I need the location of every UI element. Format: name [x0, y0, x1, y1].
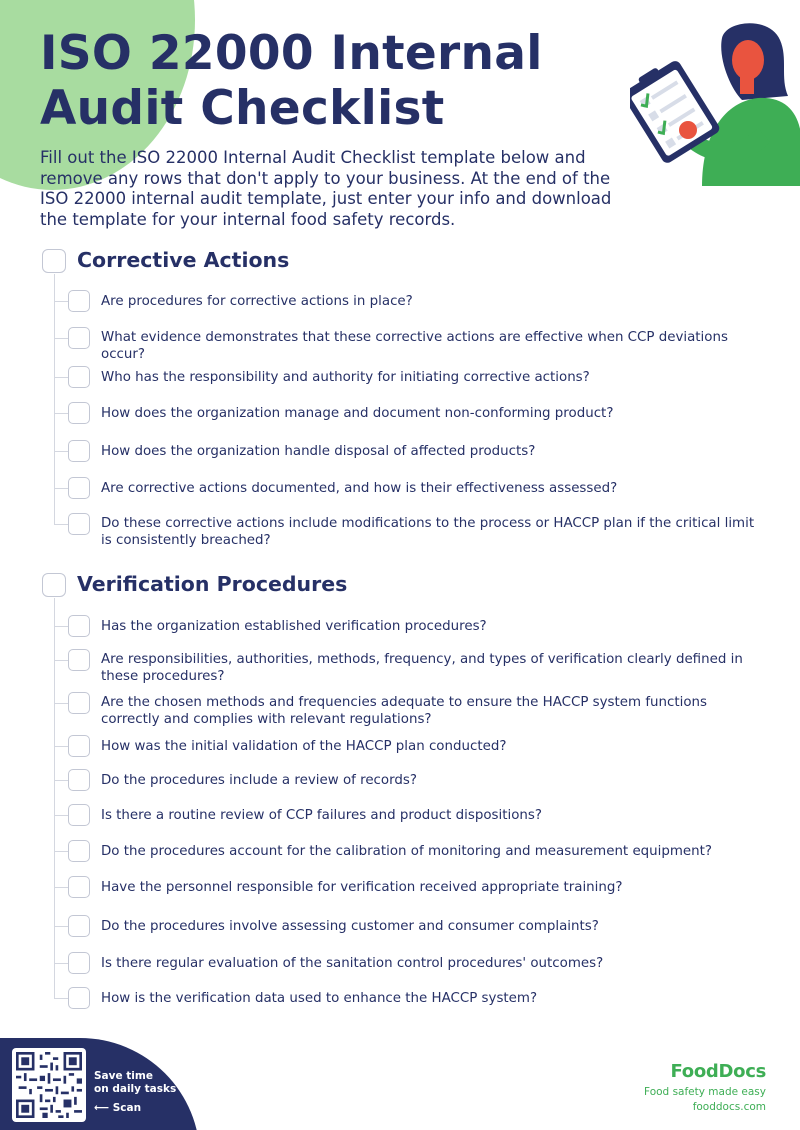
woman-with-clipboard-illustration: [630, 18, 800, 186]
tree-branch: [54, 926, 68, 927]
checklist-item-text: How does the organization manage and document non-conforming product?: [101, 406, 614, 421]
checklist-item-text: Has the organization established verification procedures?: [101, 619, 487, 634]
section-title-verification-procedures: Verification Procedures: [77, 572, 348, 596]
arrow-left-icon: ⟵: [94, 1102, 110, 1114]
checklist-item-text: Who has the responsibility and authority for initiating corrective actions?: [101, 370, 590, 385]
section-title-corrective-actions: Corrective Actions: [77, 248, 290, 272]
tree-branch: [54, 338, 68, 339]
scan-text: Scan: [112, 1102, 142, 1114]
item-checkbox[interactable]: [68, 615, 90, 637]
item-checkbox[interactable]: [68, 804, 90, 826]
tree-branch: [54, 963, 68, 964]
fooddocs-logo[interactable]: FoodDocs: [670, 1061, 766, 1082]
tree-branch: [54, 488, 68, 489]
tree-branch: [54, 703, 68, 704]
checklist-item-text: Are responsibilities, authorities, methods, frequency, and types of verification clearly defined in these procedures?: [101, 652, 743, 684]
tree-branch: [54, 660, 68, 661]
save-time-line-2: on daily tasks: [94, 1082, 177, 1095]
item-checkbox[interactable]: [68, 513, 90, 535]
tree-branch: [54, 451, 68, 452]
tree-branch: [54, 377, 68, 378]
brand-tagline: Food safety made easy: [644, 1086, 766, 1098]
item-checkbox[interactable]: [68, 290, 90, 312]
section-checkbox-corrective-actions[interactable]: [42, 249, 66, 273]
save-time-line-1: Save time: [94, 1070, 153, 1082]
checklist-item-text: Are corrective actions documented, and how is their effectiveness assessed?: [101, 481, 618, 496]
checklist-item-text: How does the organization handle disposal of affected products?: [101, 444, 536, 459]
tree-connector-line: [54, 274, 55, 524]
item-checkbox[interactable]: [68, 402, 90, 424]
brand-block: [644, 1061, 766, 1113]
item-checkbox[interactable]: [68, 876, 90, 898]
scan-label: [94, 1102, 141, 1114]
title-line-2: Audit Checklist: [40, 81, 445, 136]
checklist-item-text: Do the procedures account for the calibration of monitoring and measurement equipment?: [101, 844, 713, 859]
checklist-item-text: Are the chosen methods and frequencies adequate to ensure the HACCP system functions correctly and complies with relevant regulations?: [101, 695, 707, 727]
item-checkbox[interactable]: [68, 915, 90, 937]
item-checkbox[interactable]: [68, 477, 90, 499]
item-checkbox[interactable]: [68, 327, 90, 349]
save-time-text: [94, 1070, 176, 1095]
section-checkbox-verification-procedures[interactable]: [42, 573, 66, 597]
tree-branch: [54, 301, 68, 302]
checklist-item-text: Do the procedures involve assessing customer and consumer complaints?: [101, 919, 599, 934]
tree-branch: [54, 851, 68, 852]
tree-connector-line: [54, 598, 55, 998]
checklist-item-text: Is there regular evaluation of the sanitation control procedures' outcomes?: [101, 956, 604, 971]
tree-branch: [54, 887, 68, 888]
item-checkbox[interactable]: [68, 952, 90, 974]
qr-code[interactable]: [12, 1048, 86, 1122]
tree-branch: [54, 413, 68, 414]
item-checkbox[interactable]: [68, 769, 90, 791]
checklist-item-text: How was the initial validation of the HACCP plan conducted?: [101, 739, 507, 754]
title-line-1: ISO 22000 Internal: [40, 26, 543, 81]
item-checkbox[interactable]: [68, 987, 90, 1009]
checklist-item-text: Are procedures for corrective actions in place?: [101, 294, 413, 309]
item-checkbox[interactable]: [68, 649, 90, 671]
tree-branch: [54, 780, 68, 781]
item-checkbox[interactable]: [68, 692, 90, 714]
checklist-item-text: What evidence demonstrates that these corrective actions are effective when CCP deviations occur?: [101, 330, 728, 362]
intro-paragraph: Fill out the ISO 22000 Internal Audit Checklist template below and remove any rows that don't apply to your business. At the end of the ISO 22000 internal audit template, just enter your info and download the template for your internal food safety records.: [40, 148, 612, 229]
checklist-item-text: Do these corrective actions include modifications to the process or HACCP plan if the critical limit is consistently breached?: [101, 516, 755, 548]
website-link[interactable]: fooddocs.com: [692, 1101, 766, 1113]
item-checkbox[interactable]: [68, 366, 90, 388]
tree-branch: [54, 626, 68, 627]
checklist-item-text: Do the procedures include a review of records?: [101, 773, 417, 788]
checklist-item-text: Have the personnel responsible for verification received appropriate training?: [101, 880, 623, 895]
checklist-item-text: How is the verification data used to enhance the HACCP system?: [101, 991, 538, 1006]
tree-branch: [54, 998, 68, 999]
item-checkbox[interactable]: [68, 440, 90, 462]
tree-branch: [54, 815, 68, 816]
page-title: [40, 26, 543, 136]
item-checkbox[interactable]: [68, 735, 90, 757]
item-checkbox[interactable]: [68, 840, 90, 862]
checklist-item-text: Is there a routine review of CCP failures and product dispositions?: [101, 808, 542, 823]
tree-branch: [54, 746, 68, 747]
tree-branch: [54, 524, 68, 525]
